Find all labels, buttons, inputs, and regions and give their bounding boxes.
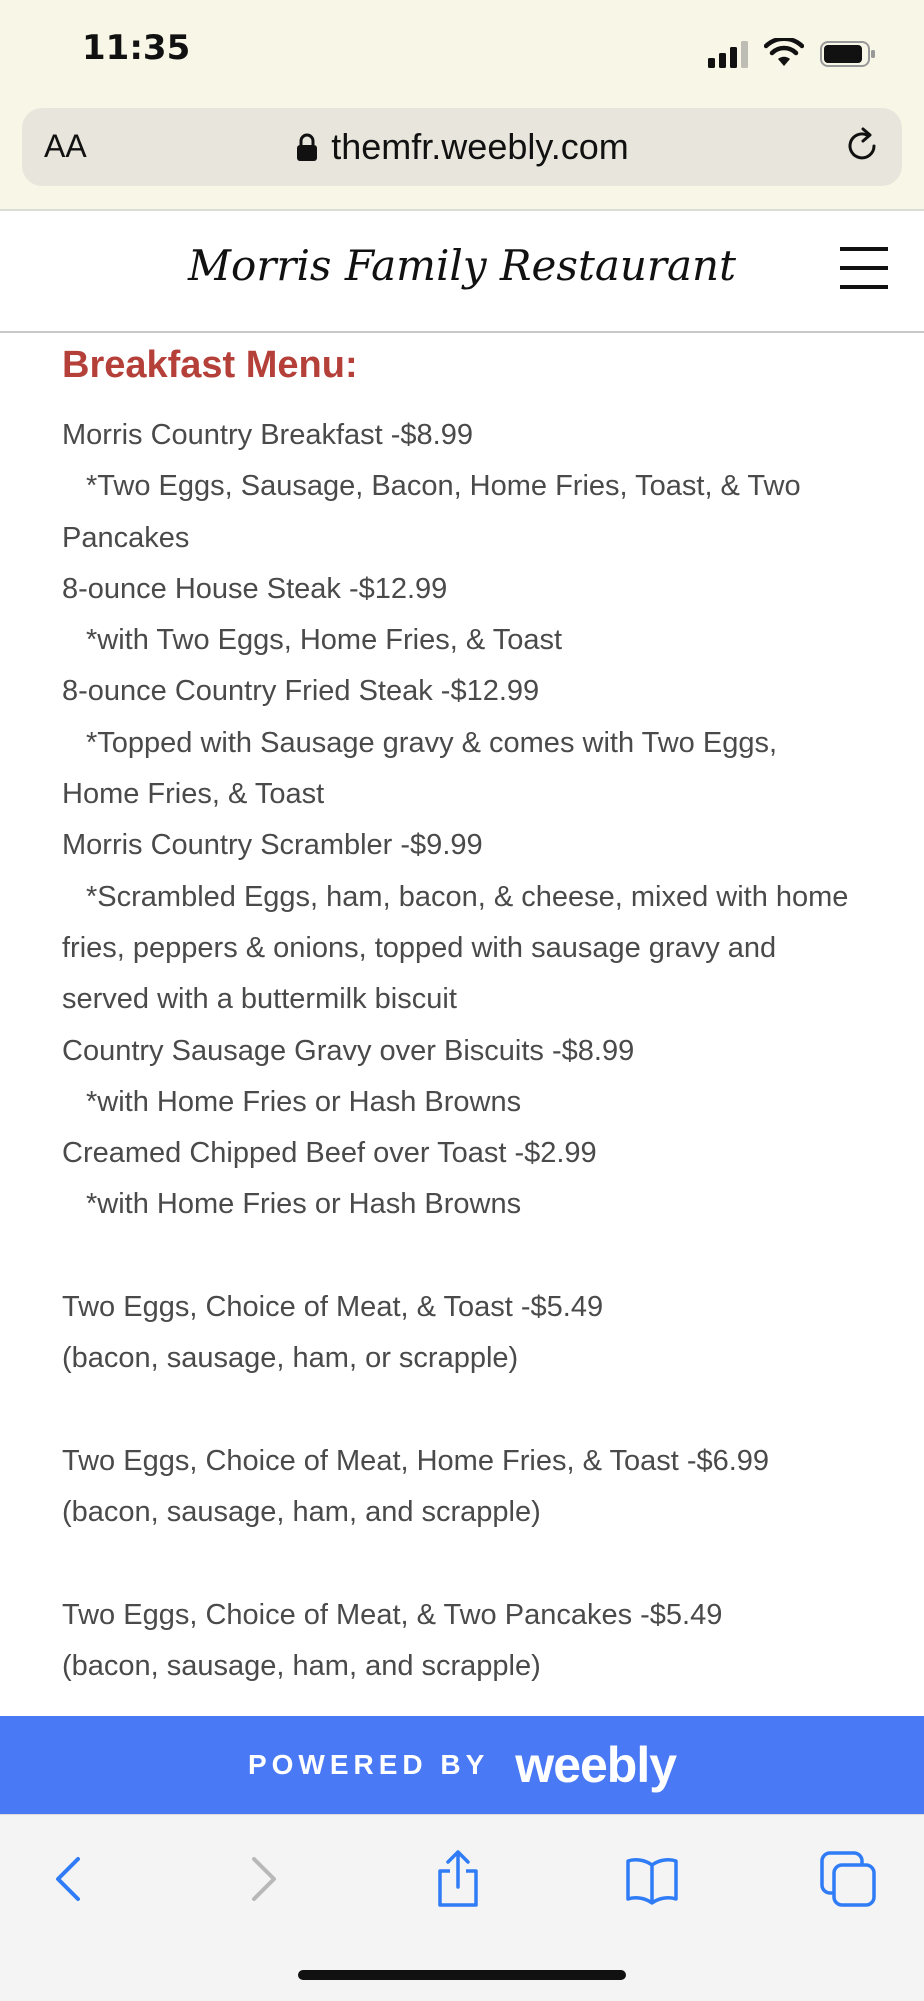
lock-icon xyxy=(295,132,319,162)
menu-line: *Scrambled Eggs, ham, bacon, & cheese, mixed with home xyxy=(86,880,849,913)
menu-line: Home Fries, & Toast xyxy=(62,778,325,811)
menu-spacer xyxy=(62,1231,872,1282)
menu-line: *with Home Fries or Hash Browns xyxy=(86,1085,522,1118)
section-heading: Breakfast Menu: xyxy=(62,344,358,386)
menu-line: (bacon, sausage, ham, or scrapple) xyxy=(62,1342,519,1375)
text-size-button[interactable]: AA xyxy=(44,128,87,164)
browser-top-chrome xyxy=(0,0,924,211)
site-header xyxy=(0,211,924,333)
tabs-icon[interactable] xyxy=(818,1849,878,1909)
menu-line: Pancakes xyxy=(62,521,190,554)
cellular-signal-icon xyxy=(708,40,748,68)
menu-list xyxy=(62,410,872,1692)
menu-line: (bacon, sausage, ham, and scrapple) xyxy=(62,1496,541,1529)
reload-icon[interactable] xyxy=(840,124,884,168)
site-title[interactable]: Morris Family Restaurant xyxy=(188,241,736,290)
weebly-logo: weebly xyxy=(515,1737,677,1793)
menu-line: served with a buttermilk biscuit xyxy=(62,983,457,1016)
menu-line: (bacon, sausage, ham, and scrapple) xyxy=(62,1650,541,1683)
menu-line: *with Home Fries or Hash Browns xyxy=(86,1188,522,1221)
bookmarks-icon[interactable] xyxy=(622,1849,682,1909)
menu-spacer xyxy=(62,1539,872,1590)
menu-line: Country Sausage Gravy over Biscuits -$8.99 xyxy=(62,1034,635,1067)
main-content xyxy=(62,340,872,1692)
menu-line: *with Two Eggs, Home Fries, & Toast xyxy=(86,624,563,657)
wifi-icon xyxy=(764,38,804,68)
menu-line: Two Eggs, Choice of Meat, & Two Pancakes -$5.49 xyxy=(62,1598,723,1631)
powered-by-weebly-banner[interactable] xyxy=(0,1716,924,1814)
menu-line: *Topped with Sausage gravy & comes with Two Eggs, xyxy=(86,726,778,759)
url-display[interactable] xyxy=(22,126,902,168)
menu-line: 8-ounce Country Fried Steak -$12.99 xyxy=(62,675,540,708)
url-text: themfr.weebly.com xyxy=(331,126,629,167)
home-indicator[interactable] xyxy=(298,1970,626,1980)
menu-line: Creamed Chipped Beef over Toast -$2.99 xyxy=(62,1137,597,1170)
menu-line: fries, peppers & onions, topped with sausage gravy and xyxy=(62,931,777,964)
url-bar[interactable] xyxy=(22,108,902,186)
powered-by-label: POWERED BY xyxy=(247,1749,490,1780)
hamburger-menu-icon[interactable] xyxy=(840,247,888,293)
status-time: 11:35 xyxy=(82,28,191,68)
battery-icon xyxy=(820,40,876,68)
status-icons xyxy=(708,34,876,68)
share-icon[interactable] xyxy=(428,1849,488,1909)
menu-line: Two Eggs, Choice of Meat, & Toast -$5.49 xyxy=(62,1291,604,1324)
back-icon[interactable] xyxy=(40,1849,100,1909)
menu-line: *Two Eggs, Sausage, Bacon, Home Fries, Toast, & Two xyxy=(86,470,801,503)
menu-spacer xyxy=(62,1385,872,1436)
menu-line: Morris Country Scrambler -$9.99 xyxy=(62,829,483,862)
forward-icon[interactable] xyxy=(232,1849,292,1909)
menu-line: Two Eggs, Choice of Meat, Home Fries, & Toast -$6.99 xyxy=(62,1444,770,1477)
menu-line: 8-ounce House Steak -$12.99 xyxy=(62,572,448,605)
menu-line: Morris Country Breakfast -$8.99 xyxy=(62,419,473,451)
